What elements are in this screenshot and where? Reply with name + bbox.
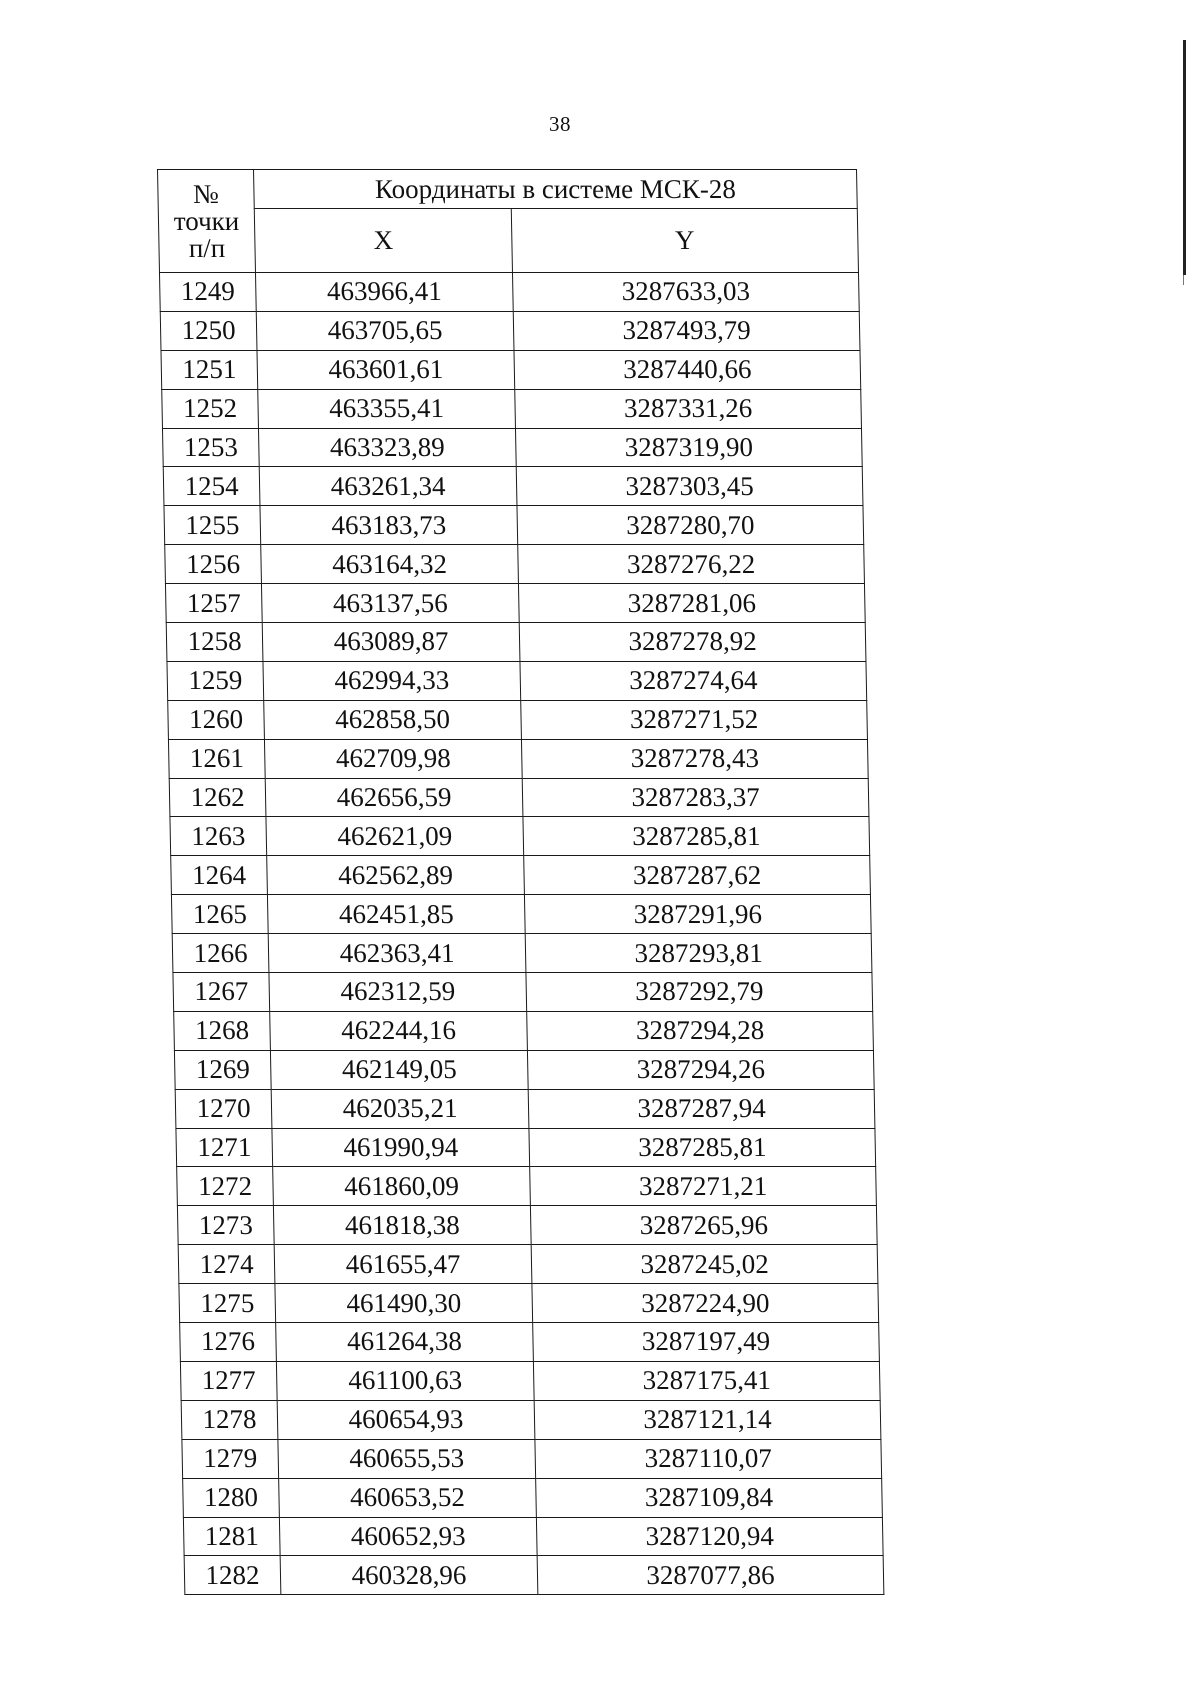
point-number-cell: 1250: [160, 311, 257, 350]
x-coordinate-cell: 463355,41: [258, 389, 516, 428]
point-number-cell: 1255: [164, 506, 261, 545]
table-row: [179, 1284, 879, 1323]
point-number-header: [158, 170, 256, 273]
y-coordinate-cell: 3287276,22: [518, 545, 865, 584]
coordinates-table-container: [157, 169, 883, 1595]
x-coordinate-cell: 462656,59: [265, 778, 523, 817]
table-row: [165, 545, 865, 584]
y-coordinate-cell: 3287120,94: [536, 1517, 883, 1556]
point-number-cell: 1263: [170, 817, 267, 856]
x-coordinate-cell: 462363,41: [268, 934, 526, 973]
y-coordinate-cell: 3287175,41: [533, 1361, 880, 1400]
table-row: [177, 1206, 877, 1245]
table-row: [165, 584, 865, 623]
point-number-cell: 1277: [180, 1361, 277, 1400]
table-row: [183, 1517, 883, 1556]
y-coordinate-cell: 3287294,28: [527, 1011, 874, 1050]
x-coordinate-cell: 462451,85: [267, 895, 525, 934]
point-number-cell: 1261: [168, 739, 265, 778]
y-coordinate-cell: 3287077,86: [537, 1556, 884, 1595]
y-coordinate-cell: 3287274,64: [520, 661, 867, 700]
point-number-cell: 1254: [163, 467, 260, 506]
table-row: [172, 934, 872, 973]
x-coordinate-cell: 462858,50: [264, 700, 522, 739]
point-number-cell: 1274: [178, 1245, 275, 1284]
table-row: [174, 1011, 874, 1050]
table-row: [169, 778, 869, 817]
header-row-top: [158, 170, 858, 209]
point-number-cell: 1275: [179, 1284, 276, 1323]
point-number-cell: 1269: [174, 1050, 271, 1089]
point-number-header-line: п/п: [188, 232, 226, 263]
y-coordinate-cell: 3287285,81: [529, 1128, 876, 1167]
y-coordinate-cell: 3287278,92: [519, 623, 866, 662]
table-row: [171, 895, 871, 934]
coordinates-group-header: Координаты в системе МСК-28: [254, 170, 858, 209]
x-coordinate-cell: 463261,34: [259, 467, 517, 506]
x-coordinate-cell: 462149,05: [270, 1050, 528, 1089]
table-row: [162, 428, 862, 467]
y-coordinate-cell: 3287278,43: [521, 739, 868, 778]
x-coordinate-cell: 463601,61: [257, 350, 515, 389]
y-coordinate-cell: 3287265,96: [530, 1206, 877, 1245]
y-coordinate-cell: 3287285,81: [523, 817, 870, 856]
table-row: [181, 1400, 881, 1439]
table-row: [176, 1128, 876, 1167]
table-row: [166, 623, 866, 662]
x-coordinate-cell: 461990,94: [272, 1128, 530, 1167]
x-coordinate-cell: 462312,59: [269, 973, 527, 1012]
header-row-axes: [158, 209, 858, 273]
point-number-cell: 1249: [159, 273, 256, 312]
y-coordinate-cell: 3287121,14: [534, 1400, 881, 1439]
x-coordinate-cell: 461860,09: [273, 1167, 531, 1206]
point-number-cell: 1282: [184, 1556, 281, 1595]
y-coordinate-cell: 3287109,84: [536, 1478, 883, 1517]
table-row: [182, 1439, 882, 1478]
x-coordinate-cell: 462709,98: [264, 739, 522, 778]
y-column-header: Y: [511, 209, 858, 273]
x-coordinate-cell: 460653,52: [279, 1478, 537, 1517]
point-number-cell: 1265: [171, 895, 268, 934]
x-coordinate-cell: 460652,93: [279, 1517, 537, 1556]
x-column-header: X: [254, 209, 512, 273]
x-coordinate-cell: 461818,38: [273, 1206, 531, 1245]
y-coordinate-cell: 3287283,37: [522, 778, 869, 817]
x-coordinate-cell: 463323,89: [258, 428, 516, 467]
x-coordinate-cell: 463089,87: [262, 623, 520, 662]
point-number-cell: 1281: [183, 1517, 280, 1556]
x-coordinate-cell: 463137,56: [261, 584, 519, 623]
table-row: [178, 1245, 878, 1284]
point-number-cell: 1262: [169, 778, 266, 817]
point-number-cell: 1256: [165, 545, 262, 584]
x-coordinate-cell: 462035,21: [271, 1089, 529, 1128]
table-row: [159, 273, 859, 312]
table-row: [168, 739, 868, 778]
x-coordinate-cell: 461100,63: [276, 1361, 534, 1400]
y-coordinate-cell: 3287245,02: [531, 1245, 878, 1284]
point-number-cell: 1264: [171, 856, 268, 895]
y-coordinate-cell: 3287440,66: [514, 350, 861, 389]
y-coordinate-cell: 3287281,06: [518, 584, 865, 623]
table-header: [158, 170, 859, 273]
x-coordinate-cell: 463705,65: [256, 311, 514, 350]
y-coordinate-cell: 3287291,96: [524, 895, 871, 934]
y-coordinate-cell: 3287287,62: [524, 856, 871, 895]
y-coordinate-cell: 3287224,90: [532, 1284, 879, 1323]
y-coordinate-cell: 3287294,26: [527, 1050, 874, 1089]
table-row: [177, 1167, 877, 1206]
y-coordinate-cell: 3287287,94: [528, 1089, 875, 1128]
y-coordinate-cell: 3287110,07: [535, 1439, 882, 1478]
table-row: [175, 1089, 875, 1128]
point-number-cell: 1272: [177, 1167, 274, 1206]
table-row: [171, 856, 871, 895]
y-coordinate-cell: 3287280,70: [517, 506, 864, 545]
table-body: [159, 273, 883, 1595]
point-number-cell: 1252: [162, 389, 259, 428]
y-coordinate-cell: 3287633,03: [512, 273, 859, 312]
y-coordinate-cell: 3287292,79: [526, 973, 873, 1012]
point-number-cell: 1280: [183, 1478, 280, 1517]
y-coordinate-cell: 3287271,52: [521, 700, 868, 739]
table-row: [163, 467, 863, 506]
x-coordinate-cell: 460654,93: [277, 1400, 535, 1439]
x-coordinate-cell: 463966,41: [255, 273, 513, 312]
table-row: [183, 1478, 883, 1517]
point-number-cell: 1258: [166, 623, 263, 662]
point-number-header-line: точки: [173, 205, 240, 236]
y-coordinate-cell: 3287493,79: [513, 311, 860, 350]
point-number-cell: 1279: [182, 1439, 279, 1478]
point-number-cell: 1278: [181, 1400, 278, 1439]
point-number-cell: 1259: [167, 661, 264, 700]
table-row: [161, 350, 861, 389]
x-coordinate-cell: 463164,32: [261, 545, 519, 584]
y-coordinate-cell: 3287197,49: [533, 1323, 880, 1362]
y-coordinate-cell: 3287303,45: [516, 467, 863, 506]
table-row: [180, 1361, 880, 1400]
table-row: [170, 817, 870, 856]
page-number: 38: [549, 112, 571, 136]
table-row: [167, 661, 867, 700]
point-number-cell: 1251: [161, 350, 258, 389]
x-coordinate-cell: 462562,89: [267, 856, 525, 895]
point-number-cell: 1260: [168, 700, 265, 739]
x-coordinate-cell: 461490,30: [275, 1284, 533, 1323]
x-coordinate-cell: 462621,09: [266, 817, 524, 856]
point-number-cell: 1253: [162, 428, 259, 467]
x-coordinate-cell: 460328,96: [280, 1556, 538, 1595]
point-number-cell: 1270: [175, 1089, 272, 1128]
point-number-cell: 1266: [172, 934, 269, 973]
point-number-header-line: №: [192, 178, 220, 209]
x-coordinate-cell: 460655,53: [278, 1439, 536, 1478]
table-row: [160, 311, 860, 350]
table-row: [173, 973, 873, 1012]
coordinates-table: [157, 169, 884, 1595]
scan-edge-mark-faint: [1183, 275, 1184, 285]
table-row: [184, 1556, 884, 1595]
table-row: [164, 506, 864, 545]
point-number-cell: 1268: [174, 1011, 271, 1050]
point-number-cell: 1271: [176, 1128, 273, 1167]
y-coordinate-cell: 3287271,21: [530, 1167, 877, 1206]
table-row: [180, 1323, 880, 1362]
y-coordinate-cell: 3287293,81: [525, 934, 872, 973]
table-row: [174, 1050, 874, 1089]
x-coordinate-cell: 461655,47: [274, 1245, 532, 1284]
x-coordinate-cell: 462994,33: [263, 661, 521, 700]
table-row: [168, 700, 868, 739]
point-number-cell: 1276: [180, 1323, 277, 1362]
point-number-cell: 1273: [177, 1206, 274, 1245]
point-number-cell: 1267: [173, 973, 270, 1012]
x-coordinate-cell: 462244,16: [270, 1011, 528, 1050]
x-coordinate-cell: 463183,73: [260, 506, 518, 545]
y-coordinate-cell: 3287319,90: [515, 428, 862, 467]
y-coordinate-cell: 3287331,26: [515, 389, 862, 428]
point-number-cell: 1257: [165, 584, 262, 623]
table-row: [162, 389, 862, 428]
scan-edge-mark: [1183, 40, 1186, 275]
x-coordinate-cell: 461264,38: [276, 1323, 534, 1362]
